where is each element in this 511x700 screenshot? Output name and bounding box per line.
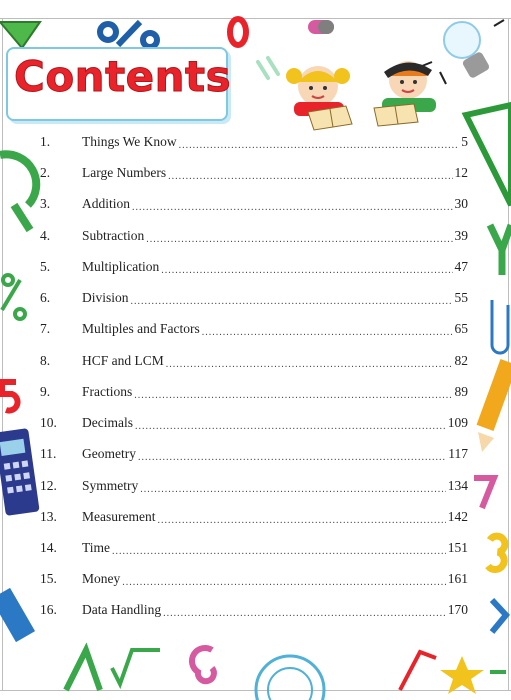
- dot-leader: [134, 390, 452, 401]
- chapter-title: Symmetry: [82, 478, 139, 493]
- chapter-title: Division: [82, 290, 129, 305]
- dot-leader: [161, 265, 452, 276]
- chapter-title: Addition: [82, 196, 131, 211]
- chapter-number: 5.: [40, 259, 51, 274]
- page-number: 47: [454, 259, 468, 274]
- page-number: 82: [454, 353, 468, 368]
- page-number: 161: [447, 571, 468, 586]
- dot-leader: [179, 140, 460, 151]
- page-number: 142: [447, 509, 468, 524]
- chapter-title: Time: [82, 540, 111, 555]
- page-title: Contents: [14, 52, 232, 101]
- chapter-title: Data Handling: [82, 602, 162, 617]
- chapter-number: 9.: [40, 384, 51, 399]
- dot-leader: [138, 452, 446, 463]
- page-number: 151: [447, 540, 468, 555]
- toc-entry[interactable]: [40, 537, 468, 559]
- dot-leader: [122, 577, 446, 588]
- chapter-number: 1.: [40, 134, 51, 149]
- chapter-number: 2.: [40, 165, 51, 180]
- chapter-number: 13.: [40, 509, 57, 524]
- dot-leader: [163, 608, 446, 619]
- chapter-number: 10.: [40, 415, 57, 430]
- chapter-title: HCF and LCM: [82, 353, 164, 368]
- page-number: 39: [454, 228, 468, 243]
- dot-leader: [146, 234, 452, 245]
- chapter-number: 12.: [40, 478, 57, 493]
- toc-entry[interactable]: [40, 506, 468, 528]
- dot-leader: [140, 484, 446, 495]
- dot-leader: [112, 546, 446, 557]
- dot-leader: [157, 515, 445, 526]
- chapter-title: Subtraction: [82, 228, 145, 243]
- page-number: 5: [461, 134, 468, 149]
- chapter-number: 7.: [40, 321, 51, 336]
- page-number: 55: [454, 290, 468, 305]
- chapter-number: 8.: [40, 353, 51, 368]
- toc-entry[interactable]: [40, 318, 468, 340]
- chapter-number: 3.: [40, 196, 51, 211]
- chapter-title: Multiplication: [82, 259, 160, 274]
- chapter-title: Things We Know: [82, 134, 177, 149]
- chapter-title: Multiples and Factors: [82, 321, 200, 336]
- page-number: 117: [448, 446, 468, 461]
- page-number: 12: [454, 165, 468, 180]
- page-number: 170: [447, 602, 468, 617]
- page-number: 109: [447, 415, 468, 430]
- toc-entry[interactable]: [40, 381, 468, 403]
- chapter-title: Measurement: [82, 509, 156, 524]
- dot-leader: [168, 171, 452, 182]
- toc-entry[interactable]: [40, 568, 468, 590]
- toc-entry[interactable]: [40, 475, 468, 497]
- chapter-number: 15.: [40, 571, 57, 586]
- chapter-number: 4.: [40, 228, 51, 243]
- page-number: 134: [447, 478, 468, 493]
- toc-entry[interactable]: [40, 287, 468, 309]
- toc-entry[interactable]: [40, 162, 468, 184]
- chapter-number: 11.: [40, 446, 57, 461]
- dot-leader: [132, 202, 452, 213]
- toc-entry[interactable]: [40, 225, 468, 247]
- toc-entry[interactable]: [40, 412, 468, 434]
- page-number: 65: [454, 321, 468, 336]
- chapter-title: Money: [82, 571, 121, 586]
- toc-entry[interactable]: [40, 131, 468, 153]
- toc-entry[interactable]: [40, 350, 468, 372]
- chapter-number: 14.: [40, 540, 57, 555]
- chapter-number: 6.: [40, 290, 51, 305]
- chapter-title: Large Numbers: [82, 165, 167, 180]
- page-number: 30: [454, 196, 468, 211]
- dot-leader: [202, 327, 453, 338]
- toc-entry[interactable]: [40, 256, 468, 278]
- dot-leader: [166, 359, 453, 370]
- dot-leader: [131, 296, 453, 307]
- dot-leader: [135, 421, 446, 432]
- toc-entry[interactable]: [40, 443, 468, 465]
- toc-entry[interactable]: [40, 599, 468, 621]
- page-number: 89: [454, 384, 468, 399]
- chapter-title: Fractions: [82, 384, 133, 399]
- chapter-title: Decimals: [82, 415, 133, 430]
- chapter-title: Geometry: [82, 446, 136, 461]
- chapter-number: 16.: [40, 602, 57, 617]
- toc-entry[interactable]: [40, 193, 468, 215]
